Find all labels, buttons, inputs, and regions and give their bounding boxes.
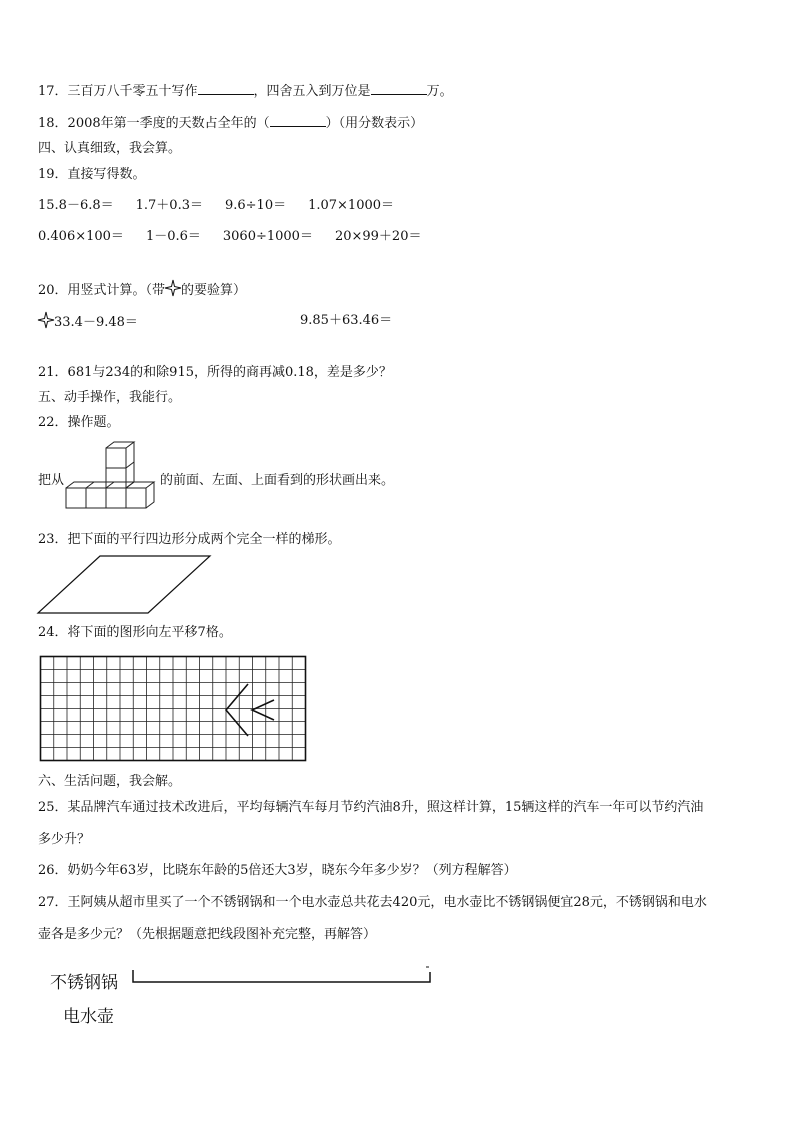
calc-item: 1.7＋0.3＝: [135, 198, 203, 213]
diagram-label-kettle: 电水壶: [63, 1007, 114, 1027]
calc-item: 9.6÷10＝: [224, 198, 287, 213]
calc-item: 15.8－6.8＝: [38, 198, 114, 213]
q20-expr-1: [38, 312, 138, 332]
q17-text-a: 17．三百万八千零五十写作: [38, 84, 198, 99]
star-icon: [38, 312, 54, 328]
answer-blank[interactable]: [198, 81, 254, 95]
q22-text-after: 的前面、左面、上面看到的形状画出来。: [160, 473, 395, 488]
question-27-line-1: 27．王阿姨从超市里买了一个不锈钢锅和一个电水壶总共花去420元，电水壶比不锈钢锅便宜28元，不锈钢锅和电水: [38, 895, 707, 910]
q20-title-b: 的要验算）: [181, 283, 247, 298]
q17-text-b: ，四舍五入到万位是: [253, 84, 371, 99]
grid-figure: [40, 656, 308, 762]
question-22-title: 22．操作题。: [38, 415, 120, 430]
q17-text-c: 万。: [426, 84, 453, 99]
q20-expr-1-text: 33.4－9.48＝: [54, 315, 138, 330]
q22-text-before: 把从: [38, 473, 65, 488]
q19-row-2: [38, 228, 443, 246]
section-6-heading: 六、生活问题，我会解。: [38, 774, 182, 789]
question-19-title: 19．直接写得数。: [38, 167, 146, 182]
line-segment-bar: [130, 964, 434, 986]
question-18: [38, 113, 423, 133]
calc-item: 1.07×1000＝: [308, 198, 395, 213]
question-20-title: [38, 280, 246, 300]
q20-expr-2: 9.85＋63.46＝: [300, 313, 393, 328]
answer-blank[interactable]: [270, 113, 326, 127]
q20-title-a: 20．用竖式计算。（带: [38, 283, 166, 298]
section-4-heading: 四、认真细致，我会算。: [38, 141, 182, 156]
q18-text-b: ）（用分数表示）: [325, 116, 424, 131]
calc-item: 3060÷1000＝: [222, 229, 313, 244]
question-26: 26．奶奶今年63岁，比晓东年龄的5倍还大3岁，晓东今年多少岁？（列方程解答）: [38, 863, 517, 878]
calc-item: 1－0.6＝: [145, 229, 201, 244]
question-25-line-1: 25．某品牌汽车通过技术改进后，平均每辆汽车每月节约汽油8升，照这样计算，15辆这样的汽车一年可以节约汽油: [38, 800, 704, 815]
q19-row-1: [38, 197, 416, 215]
question-17: [38, 81, 453, 101]
question-25-line-2: 多少升？: [38, 832, 91, 847]
cube-stack-figure: [66, 444, 158, 516]
star-icon: [165, 280, 181, 296]
question-21: 21．681与234的和除915，所得的商再减0.18，差是多少？: [38, 365, 392, 380]
calc-item: 0.406×100＝: [38, 229, 124, 244]
parallelogram-figure: [38, 556, 214, 616]
answer-blank[interactable]: [371, 81, 427, 95]
question-23: 23．把下面的平行四边形分成两个完全一样的梯形。: [38, 532, 341, 547]
section-5-heading: 五、动手操作，我能行。: [38, 390, 182, 405]
diagram-label-pot: 不锈钢锅: [50, 973, 118, 993]
q18-text-a: 18．2008年第一季度的天数占全年的（: [38, 116, 270, 131]
question-24: 24．将下面的图形向左平移7格。: [38, 625, 232, 640]
calc-item: 20×99＋20＝: [334, 229, 422, 244]
question-27-line-2: 壶各是多少元？（先根据题意把线段图补充完整，再解答）: [38, 927, 377, 942]
